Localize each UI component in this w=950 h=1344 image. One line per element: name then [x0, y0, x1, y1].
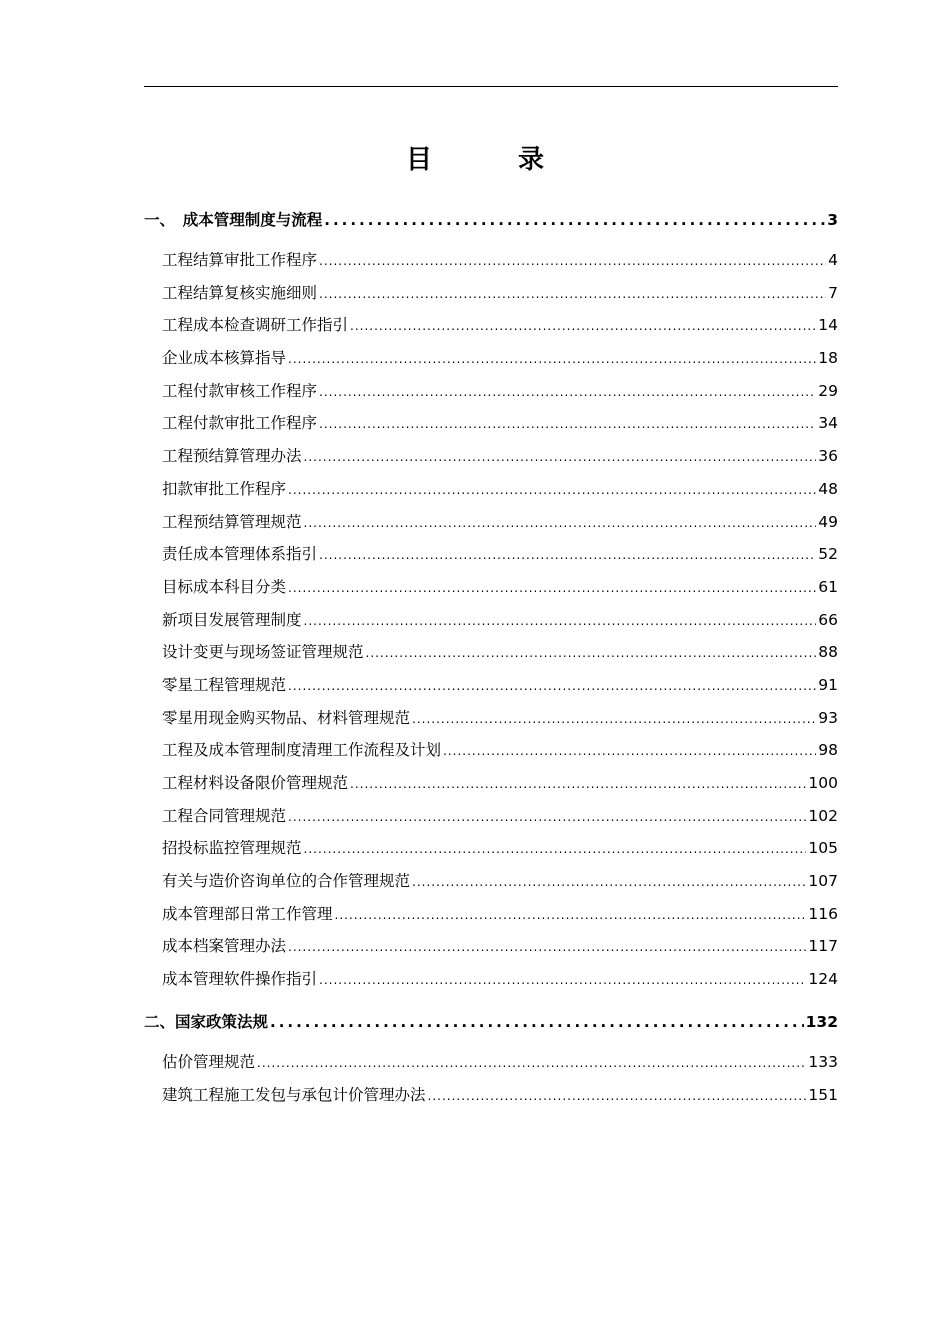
toc-section-label: 二、国家政策法规 [144, 1012, 269, 1031]
toc-entry-page: 34 [818, 414, 838, 433]
toc-leader-dots [350, 310, 816, 343]
toc-leader-dots [304, 605, 817, 638]
toc-leader-dots [428, 1080, 807, 1113]
toc-entry-label: 成本管理部日常工作管理 [162, 904, 333, 923]
toc-entry[interactable] [144, 636, 838, 669]
toc-entry[interactable] [144, 309, 838, 342]
toc-leader-dots [412, 703, 816, 736]
toc-leader-dots [319, 539, 816, 572]
toc-entry[interactable] [144, 1079, 838, 1112]
toc-leader-dots [319, 408, 816, 441]
toc-leader-dots [366, 637, 817, 670]
toc-entry-page: 107 [808, 872, 838, 891]
toc-leader-dots [335, 899, 807, 932]
toc-entry-label: 工程及成本管理制度清理工作流程及计划 [162, 741, 442, 760]
toc-entry-label: 工程结算审批工作程序 [162, 251, 318, 269]
toc-entry[interactable] [144, 604, 838, 637]
toc-entry-page: 117 [808, 937, 838, 956]
toc-entry[interactable] [144, 930, 838, 963]
toc-entry[interactable] [144, 800, 838, 833]
toc-entry[interactable] [144, 277, 838, 310]
toc-section-page: 3 [827, 211, 838, 229]
toc-entry-label: 新项目发展管理制度 [162, 610, 302, 629]
toc-leader-dots [443, 735, 816, 768]
toc-entry-page: 91 [818, 675, 838, 694]
toc-entry-label: 工程成本检查调研工作指引 [162, 316, 349, 335]
toc-entry-label: 零星用现金购买物品、材料管理规范 [162, 708, 411, 727]
toc-entry-label: 工程合同管理规范 [162, 806, 287, 825]
toc-entry-label: 招投标监控管理规范 [162, 839, 302, 858]
toc-leader-dots [288, 572, 816, 605]
toc-entry-page: 14 [818, 316, 838, 335]
toc-entry[interactable] [144, 473, 838, 506]
toc-leader-dots [304, 833, 807, 866]
toc-leader-dots [319, 964, 806, 997]
toc-entry-page: 4 [828, 251, 838, 269]
toc-entry-page: 61 [818, 577, 838, 596]
toc-entry[interactable] [144, 669, 838, 702]
toc-entry-page: 151 [808, 1085, 838, 1104]
toc-entry-page: 133 [808, 1052, 838, 1071]
toc-entry-page: 49 [818, 512, 838, 531]
toc-entry[interactable] [144, 244, 838, 277]
toc-entry-label: 零星工程管理规范 [162, 675, 287, 694]
toc-leader-dots [288, 931, 806, 964]
toc-entry-page: 52 [818, 545, 838, 564]
toc-leader-dots [304, 441, 817, 474]
toc-entry-page: 48 [818, 479, 838, 498]
toc-entry-page: 100 [808, 774, 838, 792]
toc-leader-dots [319, 278, 826, 311]
toc-entry-label: 成本档案管理办法 [162, 937, 287, 956]
toc-entry-page: 66 [818, 610, 838, 629]
toc-entry-label: 责任成本管理体系指引 [162, 545, 318, 564]
toc-entry[interactable] [144, 342, 838, 375]
toc-leader-dots [304, 507, 817, 540]
toc-leader-dots [288, 474, 816, 507]
toc-entry-label: 工程付款审核工作程序 [162, 381, 318, 400]
page-title: 目 录 [405, 145, 574, 175]
toc-entry[interactable] [144, 538, 838, 571]
toc-entry-label: 扣款审批工作程序 [162, 479, 287, 498]
toc-entry-page: 105 [808, 839, 838, 858]
toc-entry-page: 7 [828, 283, 838, 302]
header-rule [144, 86, 838, 87]
toc-entry-label: 建筑工程施工发包与承包计价管理办法 [162, 1085, 426, 1104]
toc-entry-page: 124 [808, 970, 838, 989]
toc-entry[interactable] [144, 1046, 838, 1079]
toc-entry-label: 工程预结算管理办法 [162, 447, 302, 466]
toc-leader-dots [288, 801, 806, 834]
toc-section-2[interactable] [144, 1002, 838, 1042]
toc-entry[interactable] [144, 767, 838, 800]
toc-entry[interactable] [144, 506, 838, 539]
toc-entry-page: 29 [818, 381, 838, 400]
toc-entry[interactable] [144, 702, 838, 735]
toc-entry-label: 成本管理软件操作指引 [162, 970, 318, 989]
toc-entry-page: 98 [818, 741, 838, 760]
toc-leader-dots [324, 200, 825, 240]
toc-entry[interactable] [144, 832, 838, 865]
toc-entry[interactable] [144, 963, 838, 996]
toc-entry[interactable] [144, 375, 838, 408]
toc-entry-label: 工程付款审批工作程序 [162, 414, 318, 433]
toc-entry-label: 工程预结算管理规范 [162, 512, 302, 531]
toc-leader-dots [270, 1002, 804, 1042]
toc-leader-dots [319, 376, 816, 409]
toc-section-label: 一、 成本管理制度与流程 [144, 211, 323, 229]
toc-section-page: 132 [805, 1012, 838, 1031]
toc-entry-label: 设计变更与现场签证管理规范 [162, 643, 364, 662]
toc-entry-page: 116 [808, 904, 838, 923]
toc-entry[interactable] [144, 734, 838, 767]
toc-entry[interactable] [144, 898, 838, 931]
toc-entry-label: 估价管理规范 [162, 1052, 256, 1071]
toc-entry-label: 企业成本核算指导 [162, 349, 287, 368]
toc-entry-page: 102 [808, 806, 838, 825]
toc-leader-dots [257, 1047, 806, 1080]
toc-entry-label: 有关与造价咨询单位的合作管理规范 [162, 872, 411, 891]
toc-leader-dots [288, 670, 816, 703]
toc-entry-label: 工程材料设备限价管理规范 [162, 774, 349, 792]
toc-entry-page: 93 [818, 708, 838, 727]
toc-leader-dots [319, 245, 826, 278]
toc-entry-label: 工程结算复核实施细则 [162, 283, 318, 302]
toc-entry-page: 88 [818, 643, 838, 662]
toc-entry[interactable] [144, 440, 838, 473]
toc-leader-dots [288, 343, 816, 376]
toc-section-1[interactable] [144, 200, 838, 240]
toc-entry-label: 目标成本科目分类 [162, 577, 287, 596]
table-of-contents [144, 200, 838, 1111]
toc-entry-page: 18 [818, 349, 838, 368]
toc-leader-dots [412, 866, 806, 899]
toc-entry-page: 36 [818, 447, 838, 466]
toc-entry[interactable] [144, 571, 838, 604]
toc-leader-dots [350, 768, 806, 801]
toc-entry[interactable] [144, 407, 838, 440]
toc-entry[interactable] [144, 865, 838, 898]
